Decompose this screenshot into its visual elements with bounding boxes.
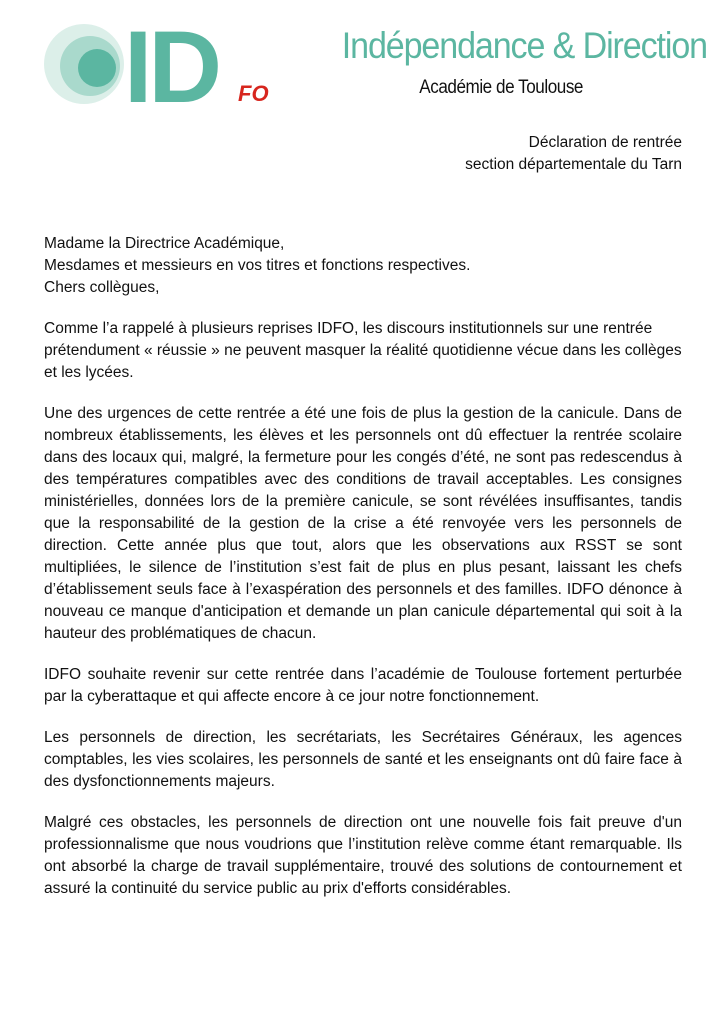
paragraph-3: IDFO souhaite revenir sur cette rentrée dans l’académie de Toulouse fortement perturbée par la cyberattaque et qui affecte encore à ce jour notre fonctionnement. [44, 666, 682, 705]
logo-circle-inner-icon [78, 49, 116, 87]
paragraph-5: Malgré ces obstacles, les personnels de direction ont une nouvelle fois fait preuve d'un professionnalisme que nous voudrions que l’institution relève comme étant remarquable. Ils ont absorbé la charge de travail supplémentaire, trouvé des solutions de contournement et assuré la continuité du service public au prix d'efforts considérables. [44, 814, 682, 897]
declaration-heading [465, 132, 682, 176]
logo-fo-text: FO [238, 81, 269, 106]
declaration-line-2: section départementale du Tarn [465, 156, 682, 173]
letter-body [44, 233, 682, 919]
idfo-logo [42, 22, 272, 106]
salutation-line-3: Chers collègues, [44, 279, 160, 296]
org-subtitle: Académie de Toulouse [419, 77, 583, 98]
salutation [44, 233, 682, 299]
declaration-line-1: Déclaration de rentrée [528, 134, 682, 151]
org-title: Indépendance & Direction [341, 25, 707, 66]
logo-id-text: ID [124, 22, 218, 106]
paragraph-2: Une des urgences de cette rentrée a été une fois de plus la gestion de la canicule. Dans de nombreux établissements, les élèves et les personnels ont dû effectuer la rentrée scolaire dans des locaux qui, malgré, la fermeture pour les congés d’été, ne sont pas redescendus à des températures compatibles avec des conditions de travail acceptables. Les consignes ministérielles, données lors de la première canicule, se sont révélées insuffisantes, tandis que la responsabilité de la gestion de la crise a été renvoyée vers les personnels de direction. Cette année plus que tout, alors que les observations aux RSST se sont multipliées, le silence de l’institution s’est fait de plus en plus pesant, laissant les chefs d’établissement seuls face à l’exaspération des personnels et des familles. IDFO dénonce à nouveau ce manque d'anticipation et demande un plan canicule départemental qui soit à la hauteur des problématiques de chacun. [44, 405, 682, 642]
paragraph-4: Les personnels de direction, les secrétariats, les Secrétaires Généraux, les agences comptables, les vies scolaires, les personnels de santé et les enseignants ont dû faire face à des dysfonctionnements majeurs. [44, 729, 682, 790]
salutation-line-2: Mesdames et messieurs en vos titres et fonctions respectives. [44, 257, 471, 274]
paragraph-1: Comme l’a rappelé à plusieurs reprises IDFO, les discours institutionnels sur une rentrée prétendument « réussie » ne peuvent masquer la réalité quotidienne vécue dans les collèges et les lycées. [44, 320, 682, 381]
salutation-line-1: Madame la Directrice Académique, [44, 235, 285, 252]
